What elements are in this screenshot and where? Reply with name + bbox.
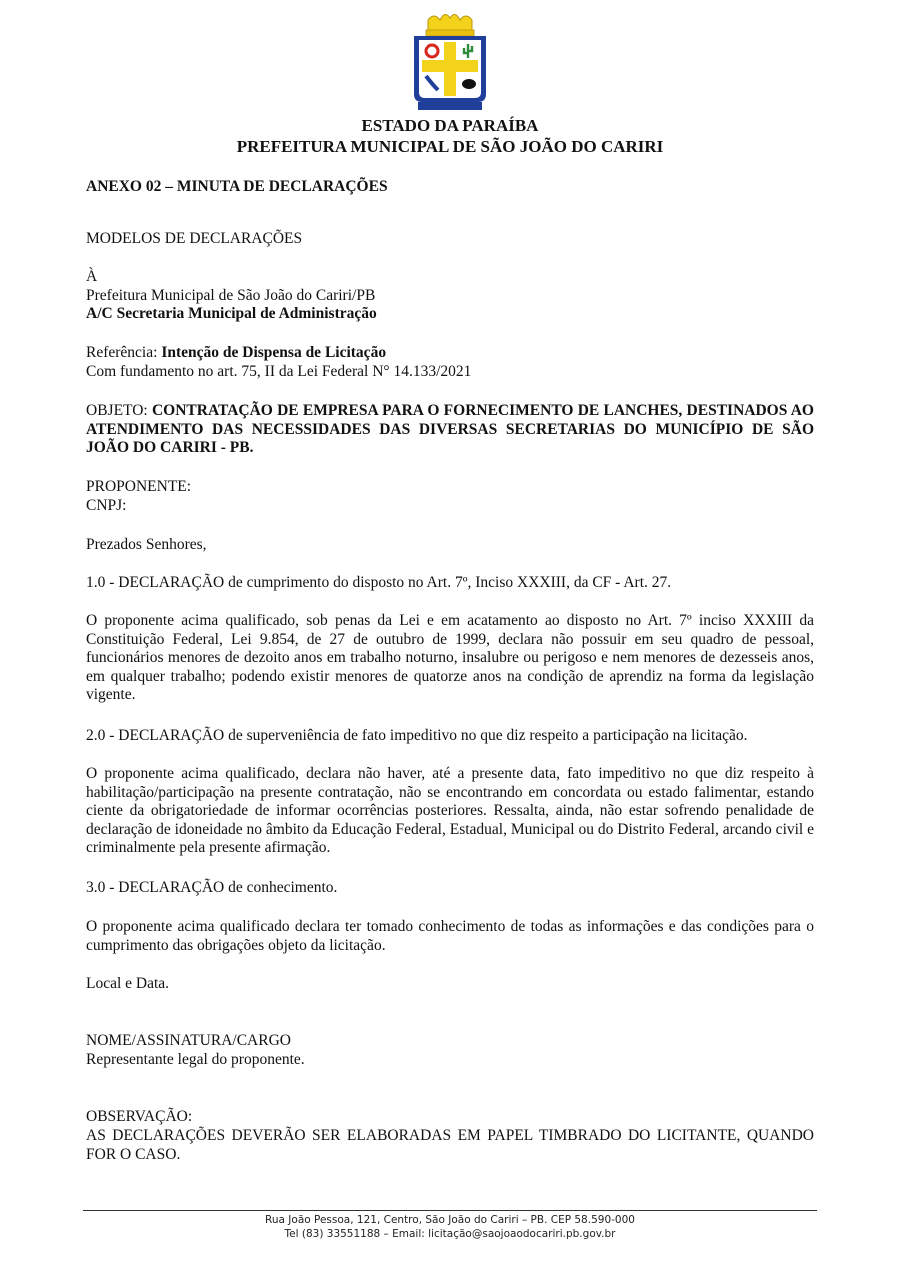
reference-block: [86, 344, 814, 381]
coat-of-arms-logo: [410, 10, 490, 112]
declaration-3-title: 3.0 - DECLARAÇÃO de conhecimento.: [86, 879, 338, 896]
declaration-1-title: 1.0 - DECLARAÇÃO de cumprimento do disposto no Art. 7º, Inciso XXXIII, da CF - Art. 27.: [86, 574, 672, 591]
proponent-block: [86, 478, 814, 515]
recipient-attn: A/C Secretaria Municipal de Administração: [86, 305, 377, 322]
footer-address: Rua João Pessoa, 121, Centro, São João do Cariri – PB. CEP 58.590-000: [265, 1214, 635, 1226]
object-label: OBJETO:: [86, 402, 152, 419]
observation-label: OBSERVAÇÃO:: [86, 1108, 193, 1125]
object-value: CONTRATAÇÃO DE EMPRESA PARA O FORNECIMENTO DE LANCHES, DESTINADOS AO ATENDIMENTO DAS NECESSIDADES DAS DIVERSAS SECRETARIAS DO MUNICÍPIO DE SÃO JOÃO DO CARIRI - PB.: [86, 402, 814, 456]
signature-role-line: Representante legal do proponente.: [86, 1050, 305, 1068]
svg-text:★: ★: [422, 41, 429, 49]
annex-title: ANEXO 02 – MINUTA DE DECLARAÇÕES: [86, 178, 388, 195]
local-date: Local e Data.: [86, 975, 170, 992]
declaration-1-body: O proponente acima qualificado, sob penas da Lei e em acatamento ao disposto no Art. 7º inciso XXXIII da Constituição Federal, Lei 9.854, de 27 de outubro de 1999, declara não possuir em seu quadro de pessoal, funcionários menores de dezoito anos em trabalho noturno, insalubre ou perigoso e nem menores de dezesseis anos, em qualquer trabalho; podendo existir menores de quatorze anos na condição de aprendiz na forma da legislação vigente.: [86, 612, 814, 703]
models-title: MODELOS DE DECLARAÇÕES: [86, 230, 303, 247]
municipality-name: PREFEITURA MUNICIPAL DE SÃO JOÃO DO CARIRI: [236, 137, 664, 156]
recipient-org: Prefeitura Municipal de São João do Cariri/PB: [86, 286, 376, 304]
object-block: [86, 402, 814, 458]
declaration-2-body: O proponente acima qualificado, declara não haver, até a presente data, fato impeditivo no que diz respeito à habilitação/participação na presente contratação, não se encontrando em concordata ou estado falimentar, estando ciente da obrigatoriedade de informar ocorrências posteriores. Ressalta, ainda, não estar sofrendo penalidade de declaração de idoneidade no âmbito da Educação Federal, Estadual, Municipal ou do Distrito Federal, arcando civil e criminalmente pela presente afirmação.: [86, 765, 814, 856]
signature-name-line: NOME/ASSINATURA/CARGO: [86, 1032, 291, 1049]
state-name: ESTADO DA PARAÍBA: [361, 116, 539, 135]
recipient-a: À: [86, 268, 98, 285]
greeting: Prezados Senhores,: [86, 536, 207, 553]
proponent-label: PROPONENTE:: [86, 478, 192, 495]
recipient-block: [86, 268, 814, 324]
cnpj-label: CNPJ:: [86, 496, 127, 514]
signature-block: [86, 1032, 814, 1069]
reference-basis: Com fundamento no art. 75, II da Lei Federal N° 14.133/2021: [86, 362, 472, 380]
reference-label: Referência:: [86, 344, 162, 361]
declaration-2-title: 2.0 - DECLARAÇÃO de superveniência de fato impeditivo no que diz respeito a participação na licitação.: [86, 727, 748, 744]
declaration-3-body: O proponente acima qualificado declara ter tomado conhecimento de todas as informações e das condições para o cumprimento das obrigações objeto da licitação.: [86, 918, 814, 954]
footer-divider: [83, 1210, 817, 1211]
footer-contact: Tel (83) 33551188 – Email: licitação@saojoaodocariri.pb.gov.br: [284, 1228, 616, 1240]
reference-value: Intenção de Dispensa de Licitação: [161, 344, 387, 361]
observation-text: AS DECLARAÇÕES DEVERÃO SER ELABORADAS EM PAPEL TIMBRADO DO LICITANTE, QUANDO FOR O CASO.: [86, 1127, 814, 1163]
